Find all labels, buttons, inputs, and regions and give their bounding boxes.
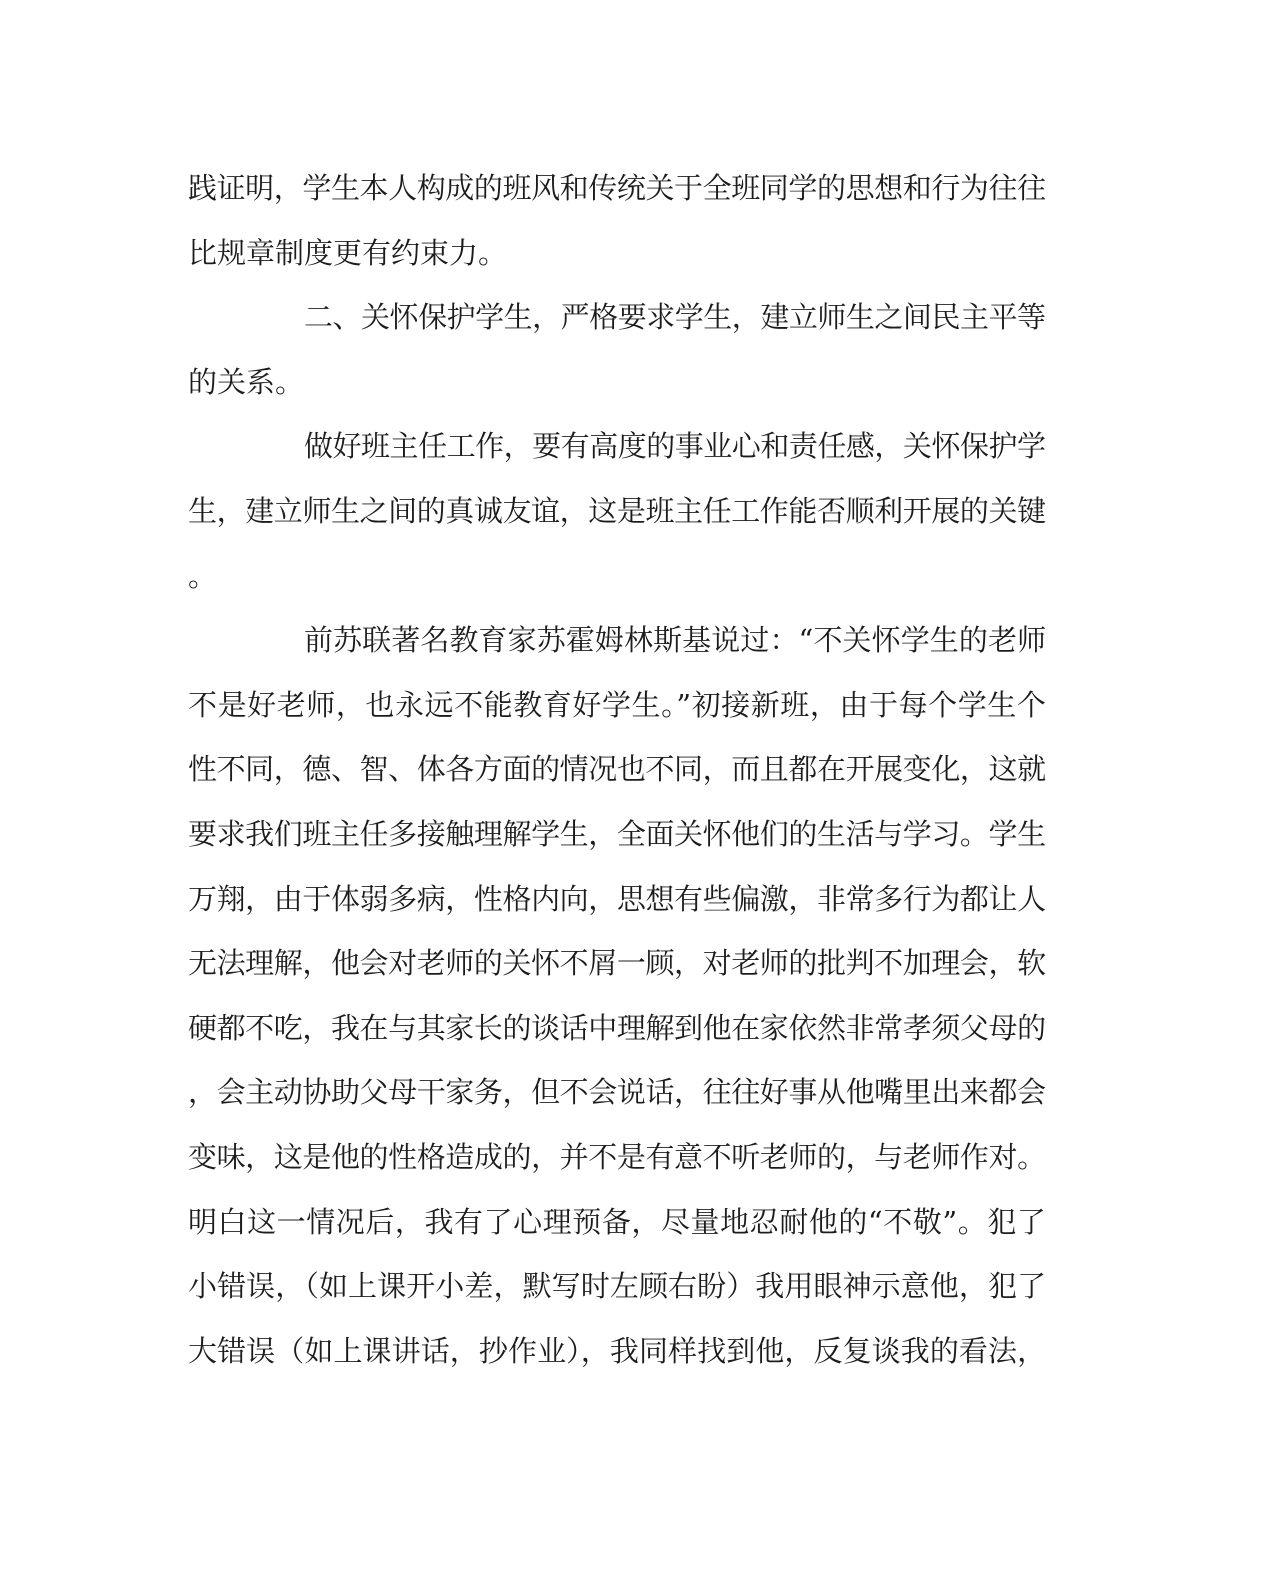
text-line: 小错误，（如上课开小差，默写时左顾右盼）我用眼神示意他，犯了 (188, 1269, 1047, 1304)
text-line: 大错误（如上课讲话，抄作业），我同样找到他，反复谈我的看法， (188, 1333, 1047, 1368)
paragraph-first-line: 二、关怀保护学生，严格要求学生，建立师生之间民主平等 (304, 300, 1046, 335)
body-text (188, 162, 1068, 1389)
text-line: 践证明，学生本人构成的班风和传统关于全班同学的思想和行为往往 (188, 171, 1046, 205)
paragraph-first-line: 做好班主任工作，要有高度的事业心和责任感，关怀保护学 (304, 429, 1046, 464)
text-line: 不是好老师，也永远不能教育好学生。”初接新班，由于每个学生个 (188, 687, 1047, 722)
text-line: 硬都不吃，我在与其家长的谈话中理解到他在家依然非常孝须父母的 (188, 1010, 1046, 1045)
text-line: 生，建立师生之间的真诚友谊，这是班主任工作能否顺利开展的关键 (188, 493, 1046, 528)
text-line: 无法理解，他会对老师的关怀不屑一顾，对老师的批判不加理会，软 (188, 946, 1046, 981)
text-line: 性不同，德、智、体各方面的情况也不同，而且都在开展变化，这就 (188, 752, 1046, 787)
text-line: 。 (188, 558, 218, 593)
text-line: 比规章制度更有约束力。 (188, 235, 508, 270)
text-line: 明白这一情况后，我有了心理预备，尽量地忍耐他的“不敬”。犯了 (188, 1204, 1047, 1239)
text-line: 要求我们班主任多接触理解学生，全面关怀他们的生活与学习。学生 (188, 816, 1046, 851)
text-line: ，会主动协助父母干家务，但不会说话，往往好事从他嘴里出来都会 (188, 1075, 1046, 1110)
paragraph-first-line: 前苏联著名教育家苏霍姆林斯基说过：“不关怀学生的老师 (304, 623, 1047, 658)
text-line: 万翔，由于体弱多病，性格内向，思想有些偏激，非常多行为都让人 (188, 881, 1046, 916)
text-line: 变味，这是他的性格造成的，并不是有意不听老师的，与老师作对。 (188, 1139, 1046, 1174)
text-line: 的关系。 (188, 364, 305, 399)
